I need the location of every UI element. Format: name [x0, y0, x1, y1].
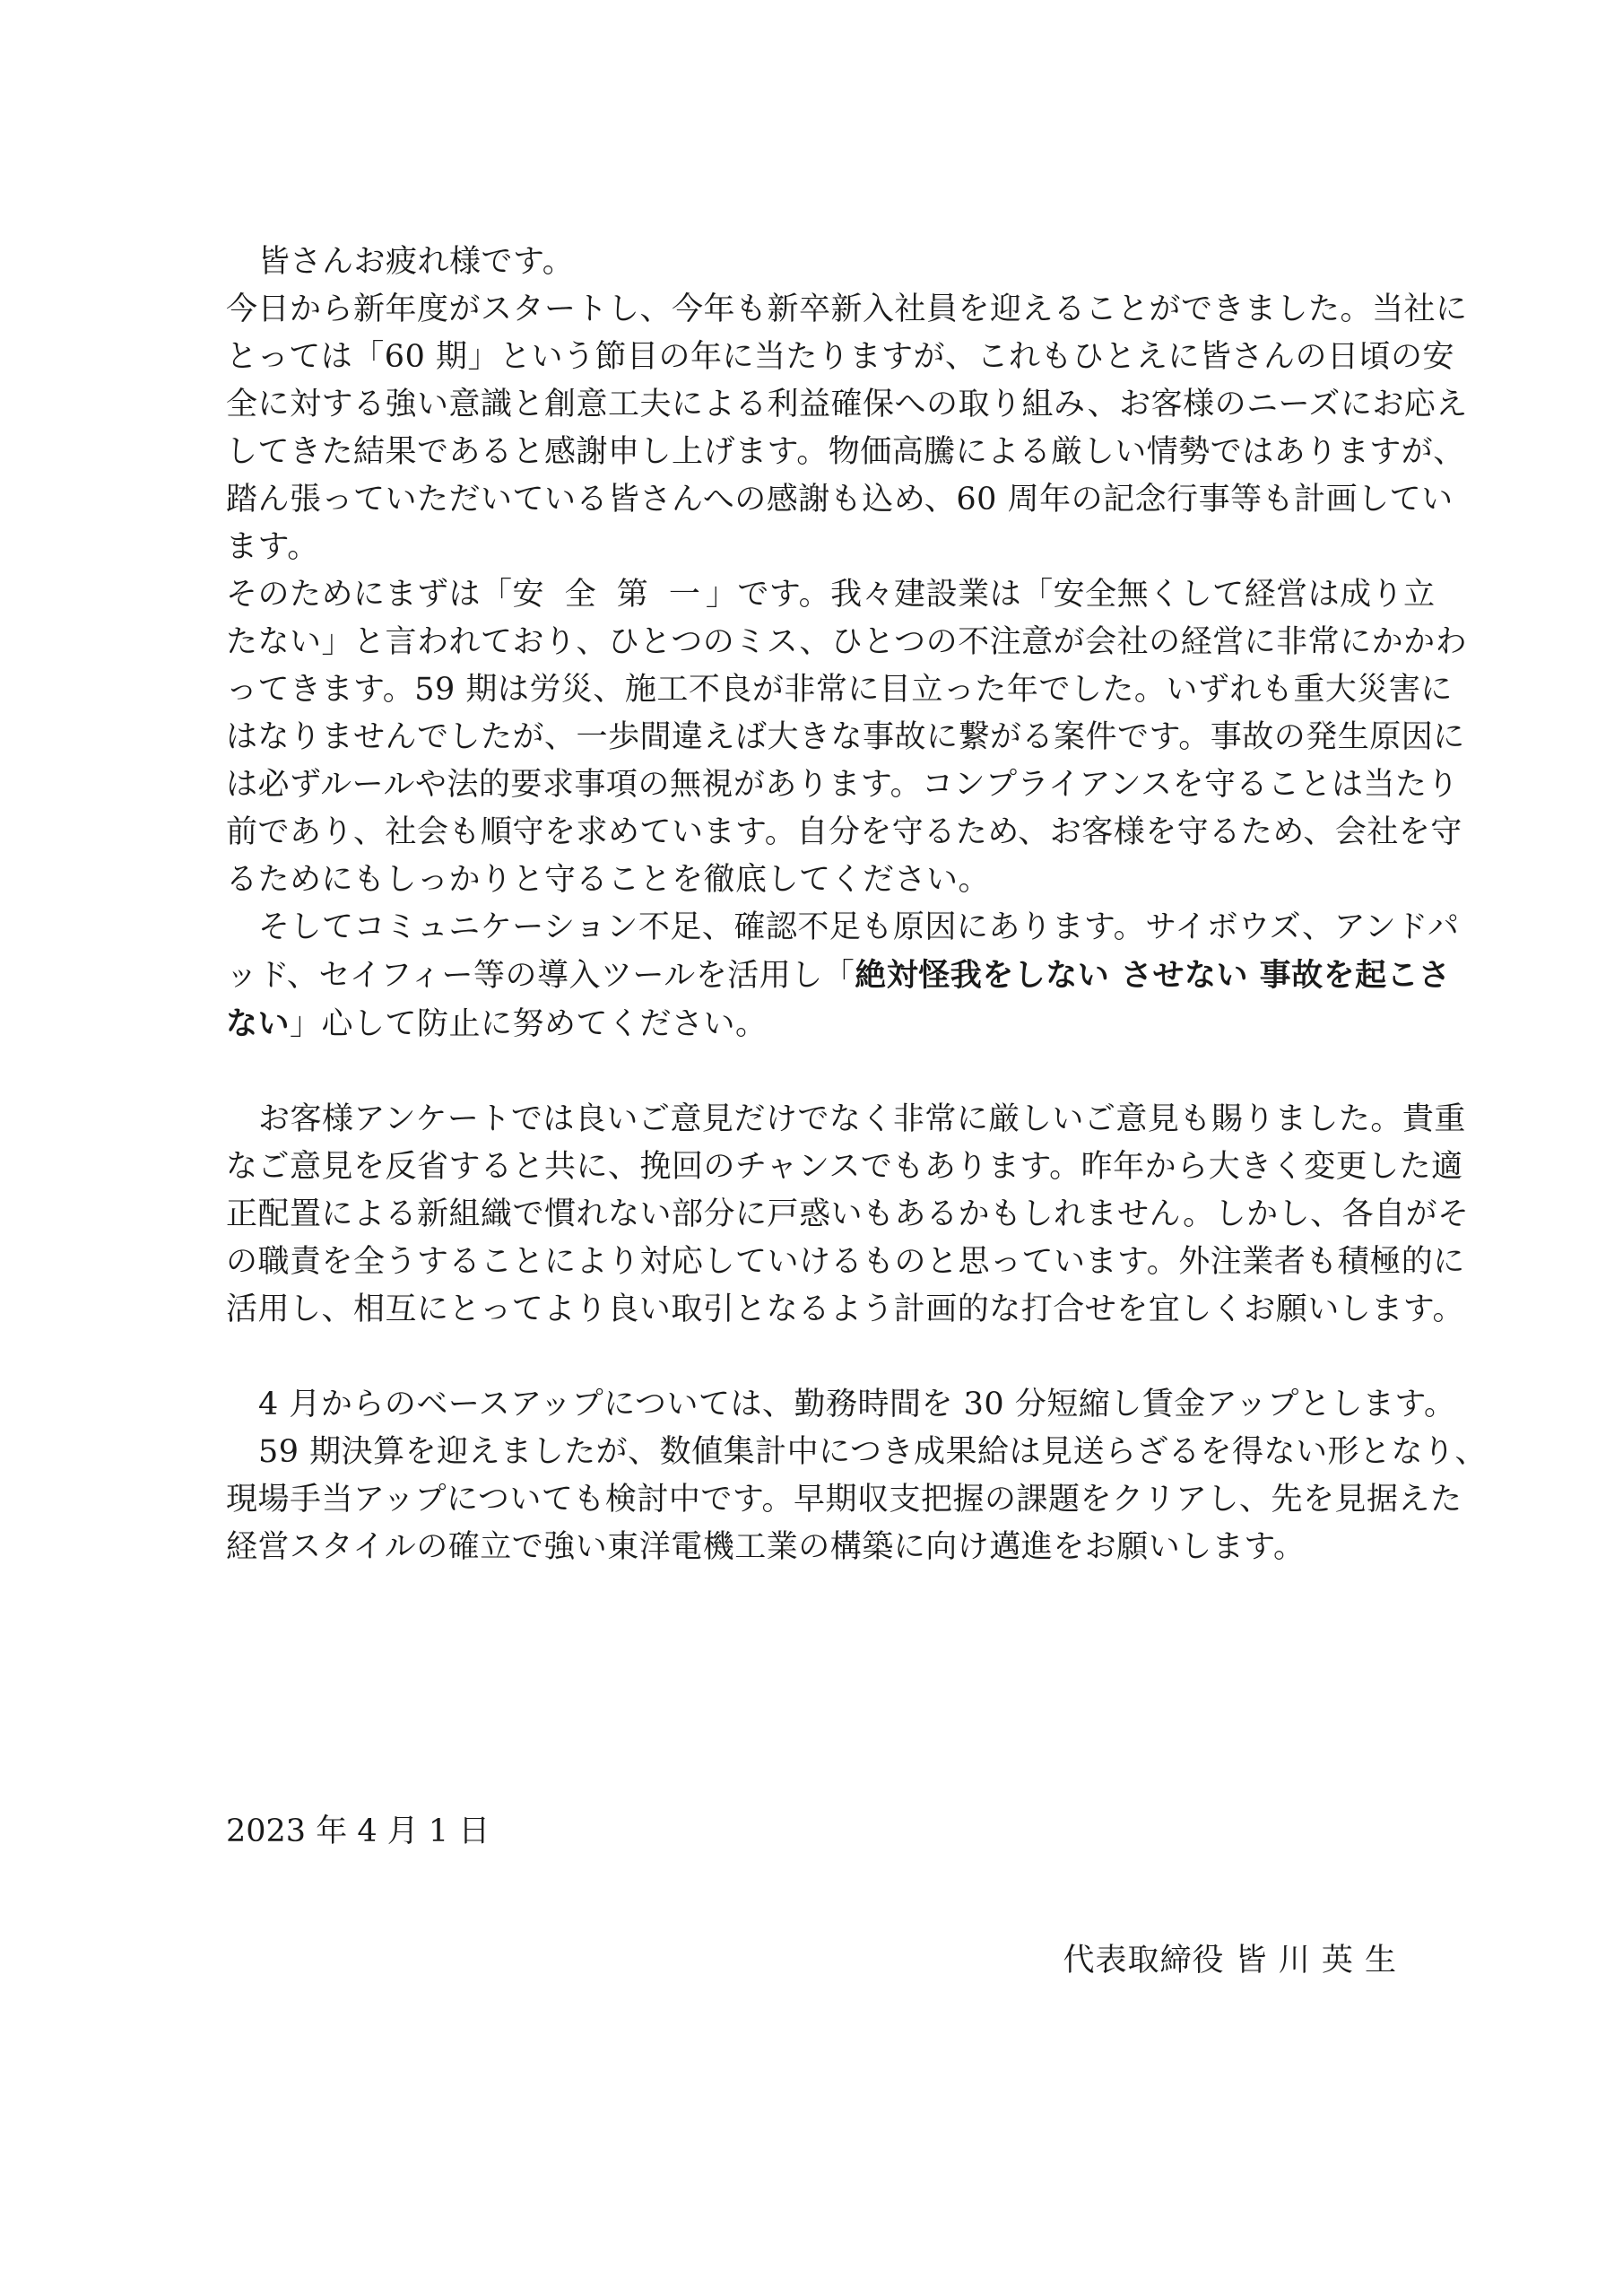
slogan-lead-text: ッド、セイフィー等の導入ツールを活用し「	[226, 958, 855, 994]
paragraph-line: 4 月からのベースアップについては、勤務時間を 30 分短縮し賃金アップとします。	[258, 1387, 1456, 1422]
paragraph-line: 59 期決算を迎えましたが、数値集計中につき成果給は見送らざるを得ない形となり、	[258, 1434, 1487, 1470]
slogan-tail-text: 」心して防止に努めてください。	[290, 1006, 768, 1042]
paragraph-line: 今日から新年度がスタートし、今年も新卒新入社員を迎えることができました。当社に	[226, 291, 1468, 327]
paragraph-line: 経営スタイルの確立で強い東洋電機工業の構築に向け邁進をお願いします。	[226, 1529, 1306, 1565]
signature: 代表取締役 皆 川 英 生	[1063, 1943, 1397, 1979]
slogan-end-line	[226, 1000, 1401, 1048]
paragraph-gap	[226, 1048, 1401, 1096]
safety-tail-text: 」です。我々建設業は「安全無くして経営は成り立	[705, 577, 1436, 613]
paragraph-line: とっては「60 期」という節目の年に当たりますが、これもひとえに皆さんの日頃の安	[226, 339, 1454, 375]
paragraph-gap	[226, 1334, 1401, 1381]
paragraph-line: 活用し、相互にとってより良い取引となるよう計画的な打合せを宜しくお願いします。	[226, 1292, 1465, 1327]
greeting-line: 皆さんお疲れ様です。	[258, 244, 575, 280]
paragraph-line: そしてコミュニケーション不足、確認不足も原因にあります。サイボウズ、アンドパ	[258, 909, 1460, 945]
safety-lead-text: そのためにまずは「	[226, 577, 513, 613]
letter-body	[226, 239, 1487, 1571]
slogan-line	[226, 952, 1451, 1000]
letter-date: 2023 年 4 月 1 日	[226, 1813, 490, 1849]
paragraph-line: はなりませんでしたが、一歩間違えば大きな事故に繋がる案件です。事故の発生原因に	[226, 719, 1465, 755]
paragraph-line: 踏ん張っていただいている皆さんへの感謝も込め、60 周年の記念行事等も計画してい	[226, 482, 1454, 517]
paragraph-line: お客様アンケートでは良いご意見だけでなく非常に厳しいご意見も賜りました。貴重	[258, 1101, 1466, 1137]
paragraph-line: してきた結果であると感謝申し上げます。物価高騰による厳しい情勢ではありますが、	[226, 434, 1465, 470]
paragraph-line: の職責を全うすることにより対応していけるものと思っています。外注業者も積極的に	[226, 1244, 1465, 1280]
slogan-bold-end: ない	[226, 1005, 291, 1042]
paragraph-line: るためにもしっかりと守ることを徹底してください。	[226, 862, 991, 898]
safety-first-keyword: 安 全 第 一	[512, 577, 706, 613]
paragraph-line: ます。	[226, 529, 319, 565]
paragraph-line: 現場手当アップについても検討中です。早期収支把握の課題をクリアし、先を見据えた	[226, 1482, 1462, 1518]
paragraph-line: ってきます。59 期は労災、施工不良が非常に目立った年でした。いずれも重大災害に	[226, 672, 1453, 708]
safety-first-line	[226, 571, 1436, 619]
paragraph-line: 前であり、社会も順守を求めています。自分を守るため、お客様を守るため、会社を守	[226, 814, 1462, 850]
paragraph-line: たない」と言われており、ひとつのミス、ひとつの不注意が会社の経営に非常にかかわ	[226, 624, 1468, 660]
paragraph-line: 全に対する強い意識と創意工夫による利益確保への取り組み、お客様のニーズにお応え	[226, 387, 1468, 422]
slogan-bold-text: 絶対怪我をしない させない 事故を起こさ	[855, 957, 1451, 994]
paragraph-line: なご意見を反省すると共に、挽回のチャンスでもあります。昨年から大きく変更した適	[226, 1149, 1463, 1185]
paragraph-line: 正配置による新組織で慣れない部分に戸惑いもあるかもしれません。しかし、各自がそ	[226, 1196, 1470, 1232]
paragraph-line: は必ずルールや法的要求事項の無視があります。コンプライアンスを守ることは当たり	[226, 767, 1460, 803]
